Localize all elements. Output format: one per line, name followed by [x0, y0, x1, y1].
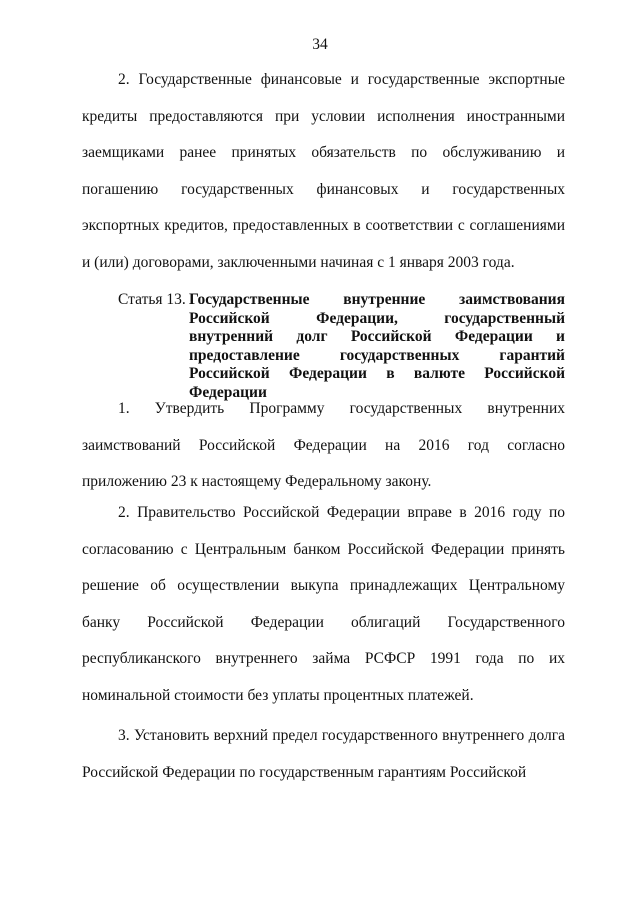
paragraph-approve-program: [82, 391, 565, 501]
paragraph-debt-limit: [82, 718, 565, 791]
article-number: Статья 13.: [118, 291, 186, 308]
paragraph-bond-buyback: [82, 495, 565, 715]
paragraph-text: 2. Правительство Российской Федерации вправе в 2016 году по согласованию с Центральным банком Российской Федерации принять решение об осуществлении выкупа принадлежащих Центральному банку Российской Федерации облигаций Государственного республиканского внутреннего займа РСФСР 1991 года по их номинальной стоимости без уплаты процентных платежей.: [82, 504, 565, 704]
article-title: Государственные внутренние заимствования Российской Федерации, государственный внутренний долг Российской Федерации и предоставление государственных гарантий Российской Федерации в валюте Российской Федерации: [189, 291, 565, 401]
page-number: 34: [312, 36, 328, 53]
paragraph-text: 2. Государственные финансовые и государственные экспортные кредиты предоставляются при условии исполнения иностранными заемщиками ранее принятых обязательств по обслуживанию и погашению государственных финансовых и государственных экспортных кредитов, предоставленных в соответствии с соглашениями и (или) договорами, заключенными начиная с 1 января 2003 года.: [82, 71, 565, 271]
paragraph-export-credits: [82, 62, 565, 282]
paragraph-text: 1. Утвердить Программу государственных внутренних заимствований Российской Федерации на 2016 год согласно приложению 23 к настоящему Федеральному закону.: [82, 400, 565, 491]
paragraph-text: 3. Установить верхний предел государственного внутреннего долга Российской Федерации по государственным гарантиям Российской: [82, 727, 565, 781]
